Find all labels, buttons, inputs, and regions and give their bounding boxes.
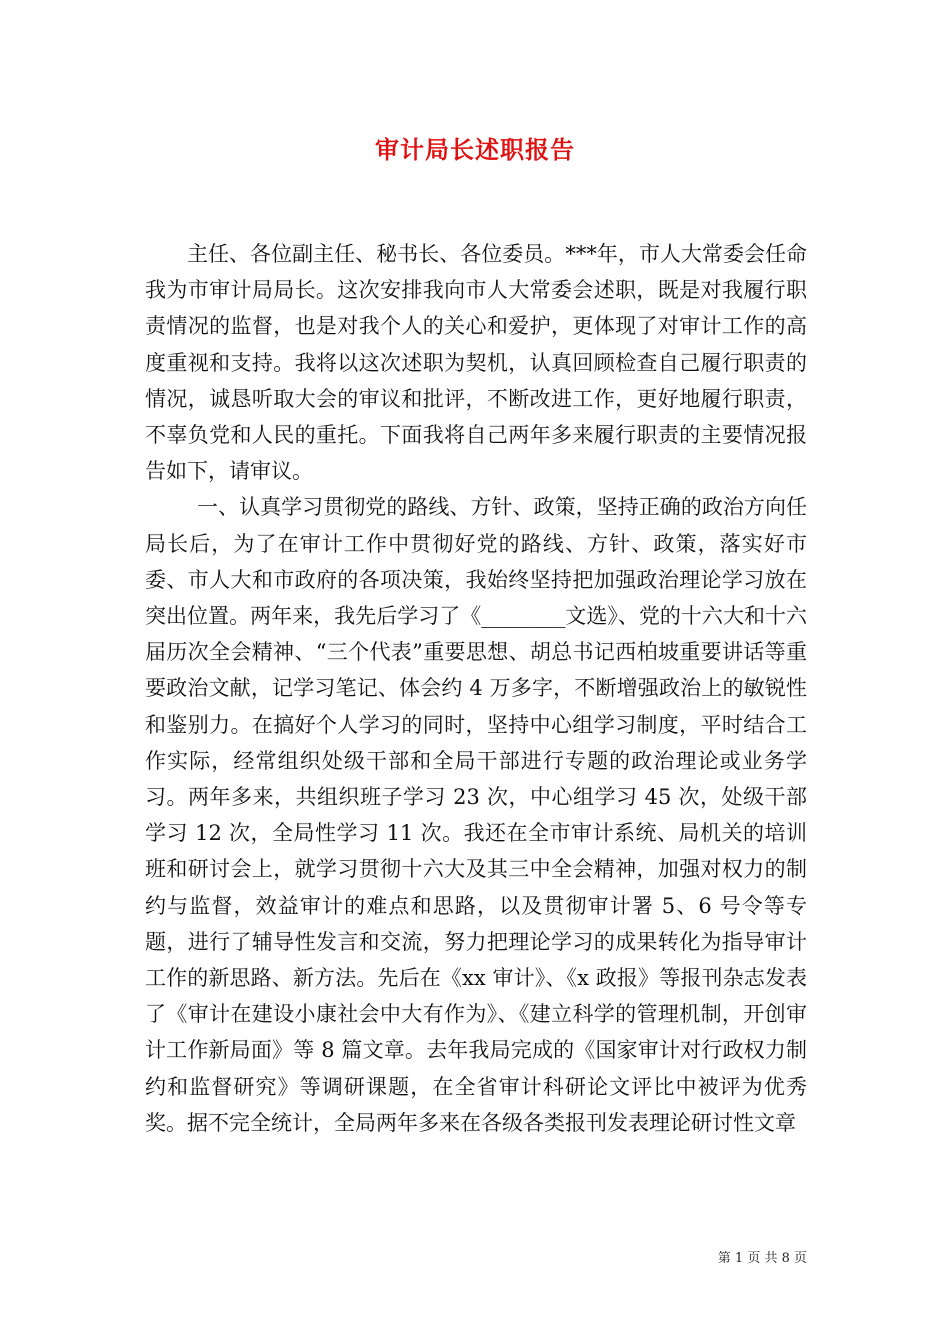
document-body (145, 236, 807, 1141)
page-number: 第 1 页 共 8 页 (717, 1251, 807, 1266)
document-title: 审计局长述职报告 (375, 135, 575, 164)
paragraph-intro: 主任、各位副主任、秘书长、各位委员。***年，市人大常委会任命我为市审计局局长。这次安排我向市人大常委会述职，既是对我履行职责情况的监督，也是对我个人的关心和爱护，更体现了对审计工作的高度重视和支持。我将以这次述职为契机，认真回顾检查自己履行职责的情况，诚恳听取大会的审议和批评，不断改进工作，更好地履行职责，不辜负党和人民的重托。下面我将自己两年多来履行职责的主要情况报告如下，请审议。 (145, 242, 807, 484)
paragraph-section-one: 一、认真学习贯彻党的路线、方针、政策，坚持正确的政治方向任局长后，为了在审计工作中贯彻好党的路线、方针、政策，落实好市委、市人大和市政府的各项决策，我始终坚持把加强政治理论学习放在突出位置。两年来，我先后学习了《________文选》、党的十六大和十六届历次全会精神、“三个代表”重要思想、胡总书记西柏坡重要讲话等重要政治文献，记学习笔记、体会约 4 万多字，不断增强政治上的敏锐性和鉴别力。在搞好个人学习的同时，坚持中心组学习制度，平时结合工作实际，经常组织处级干部和全局干部进行专题的政治理论或业务学习。两年多来，共组织班子学习 23 次，中心组学习 45 次，处级干部学习 12 次，全局性学习 11 次。我还在全市审计系统、局机关的培训班和研讨会上，就学习贯彻十六大及其三中全会精神，加强对权力的制约与监督，效益审计的难点和思路，以及贯彻审计署 5、6 号令等专题，进行了辅导性发言和交流，努力把理论学习的成果转化为指导审计工作的新思路、新方法。先后在《xx 审计》、《x 政报》等报刊杂志发表了《审计在建设小康社会中大有作为》、《建立科学的管理机制，开创审计工作新局面》等 8 篇文章。去年我局完成的《国家审计对行政权力制约和监督研究》等调研课题，在全省审计科研论文评比中被评为优秀奖。据不完全统计，全局两年多来在各级各类报刊发表理论研讨性文章 (145, 495, 807, 1135)
